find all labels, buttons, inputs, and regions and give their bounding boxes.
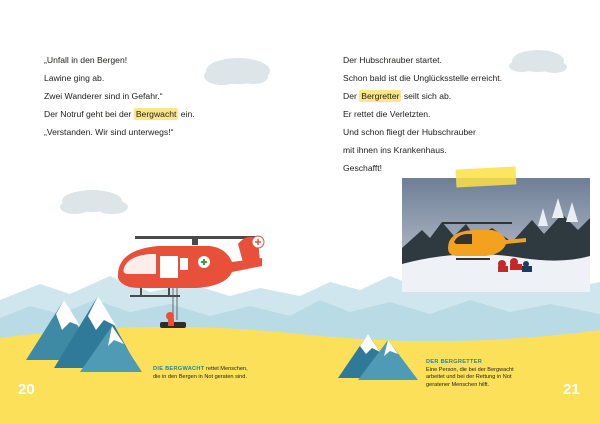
cloud-right-top bbox=[509, 50, 567, 73]
cloud-left-top bbox=[204, 58, 270, 85]
caption-bergretter-text-3: geratener Menschen hilft. bbox=[426, 381, 490, 388]
caption-term-bergretter: DER BERGRETTER bbox=[426, 359, 483, 365]
caption-bergretter-text-2: arbeitet und bei der Rettung in Not bbox=[426, 374, 512, 381]
left-line-4 bbox=[44, 109, 195, 119]
highlight-bergwacht: Bergwacht bbox=[135, 109, 177, 119]
left-line-2: Lawine ging ab. bbox=[44, 73, 105, 83]
page-number-left: 20 bbox=[18, 381, 35, 398]
left-line-5: „Verstanden. Wir sind unterwegs!“ bbox=[44, 127, 174, 137]
right-line-7: Geschafft! bbox=[343, 163, 383, 173]
right-line-5: Und schon fliegt der Hubschrauber bbox=[343, 127, 476, 137]
right-line-6: mit ihnen ins Krankenhaus. bbox=[343, 145, 447, 155]
right-line-3 bbox=[343, 91, 451, 101]
caption-bergwacht-text-2: die in den Bergen in Not geraten sind. bbox=[153, 373, 247, 380]
left-line-4-before: Der Notruf geht bei der bbox=[44, 109, 134, 119]
right-line-1: Der Hubschrauber startet. bbox=[343, 55, 442, 65]
caption-bergwacht bbox=[153, 366, 248, 381]
cloud-left-middle bbox=[60, 190, 128, 214]
right-line-4: Er rettet die Verletzten. bbox=[343, 109, 431, 119]
right-line-3-before: Der bbox=[343, 91, 360, 101]
caption-term-bergwacht: DIE BERGWACHT bbox=[153, 366, 205, 372]
caption-bergwacht-text-1: rettet Menschen, bbox=[204, 366, 248, 372]
left-line-1: „Unfall in den Bergen! bbox=[44, 55, 128, 65]
caption-bergretter bbox=[426, 359, 514, 389]
rescue-photo bbox=[402, 178, 590, 292]
caption-bergwacht-line-1 bbox=[153, 366, 248, 374]
left-line-3: Zwei Wanderer sind in Gefahr.“ bbox=[44, 91, 163, 101]
right-line-2: Schon bald ist die Unglücksstelle erreicht. bbox=[343, 73, 503, 83]
right-line-3-after: seilt sich ab. bbox=[401, 91, 452, 101]
photo-tape bbox=[456, 166, 517, 187]
left-line-4-after: ein. bbox=[178, 109, 195, 119]
highlight-bergretter: Bergretter bbox=[361, 91, 400, 101]
caption-bergretter-text-1: Eine Person, die bei der Bergwacht bbox=[426, 366, 514, 373]
page-number-right: 21 bbox=[563, 381, 580, 398]
